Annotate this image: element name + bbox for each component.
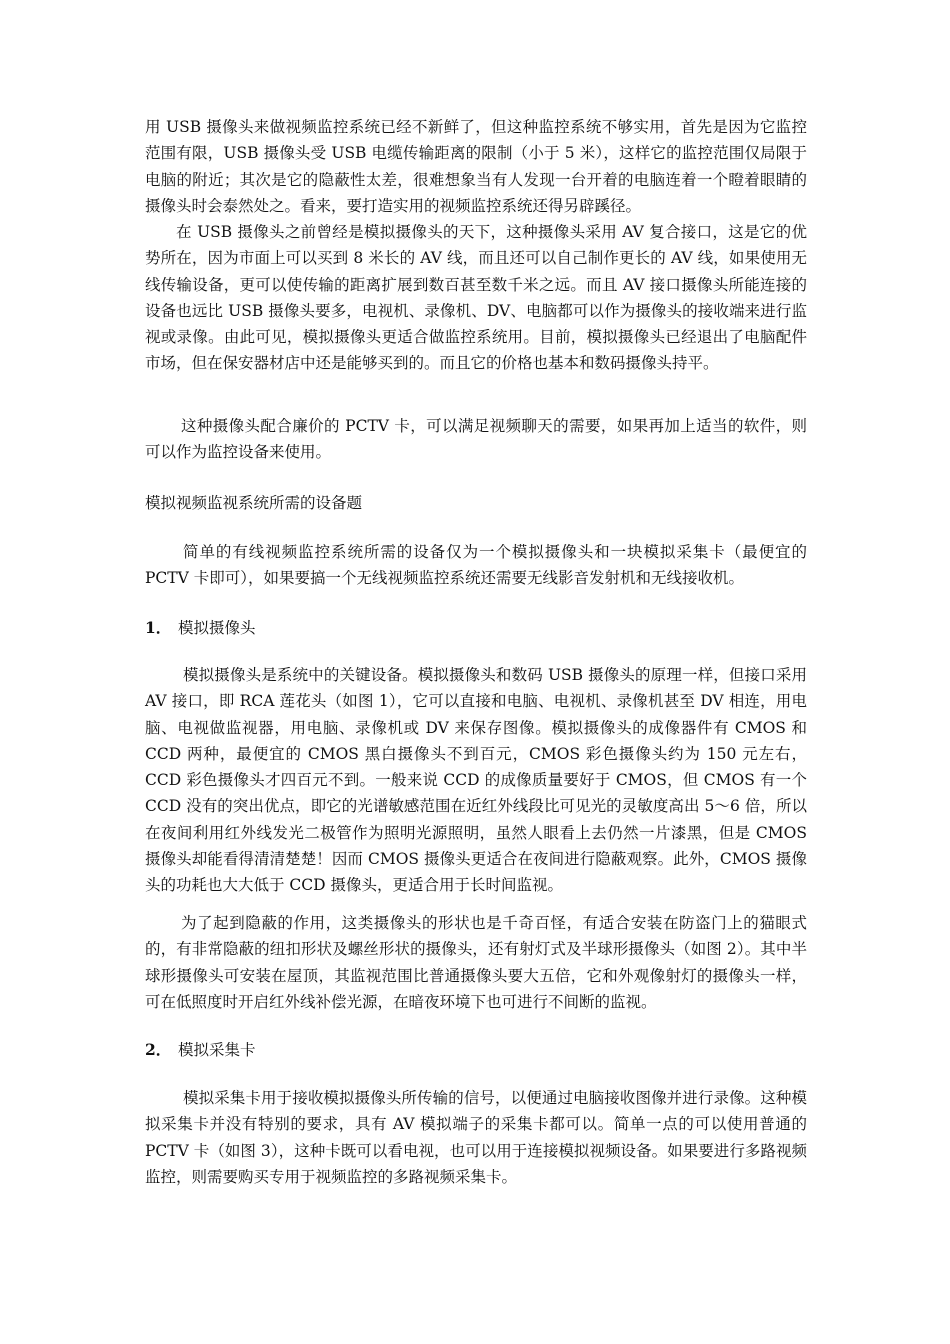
heading-number: 2． (145, 1040, 172, 1059)
paragraph-usb-camera-limits: 用 USB 摄像头来做视频监控系统已经不新鲜了，但这种监控系统不够实用，首先是因为它监控范围有限，USB 摄像头受 USB 电缆传输距离的限制（小于 5 米），这样它的监控范围仅局限于电脑的附近；其次是它的隐蔽性太差，很难想象当有人发现一台开着的电脑连着一个瞪着眼睛的摄像头时会泰然处之。看来，要打造实用的视频监控系统还得另辟蹊径。 (145, 118, 807, 215)
paragraph-analog-camera-details: 模拟摄像头是系统中的关键设备。模拟摄像头和数码 USB 摄像头的原理一样，但接口采用 AV 接口，即 RCA 莲花头（如图 1），它可以直接和电脑、电视机、录像机甚至 DV 相连，用电脑、电视做监视器，用电脑、录像机或 DV 来保存图像。模拟摄像头的成像器件有 CMOS 和 CCD 两种，最便宜的 CMOS 黑白摄像头不到百元，CMOS 彩色摄像头约为 150 元左右，CCD 彩色摄像头才四百元不到。一般来说 CCD 的成像质量要好于 CMOS，但 CMOS 有一个 CCD 没有的突出优点，即它的光谱敏感范围在近红外线段比可见光的灵敏度高出 5～6 倍，所以在夜间利用红外线发光二极管作为照明光源照明，虽然人眼看上去仍然一片漆黑，但是 CMOS 摄像头却能看得清清楚楚！因而 CMOS 摄像头更适合在夜间进行隐蔽观察。此外，CMOS 摄像头的功耗也大大低于 CCD 摄像头，更适合用于长时间监视。 (145, 666, 807, 895)
heading-capture-card (145, 1037, 256, 1063)
heading-text: 模拟采集卡 (178, 1041, 256, 1059)
heading-number: 1． (145, 618, 172, 637)
heading-text: 模拟摄像头 (178, 619, 256, 637)
paragraph-simple-system-equipment: 简单的有线视频监控系统所需的设备仅为一个模拟摄像头和一块模拟采集卡（最便宜的 PCTV 卡即可），如果要搞一个无线视频监控系统还需要无线影音发射机和无线接收机。 (145, 543, 807, 588)
paragraph-pctv-card-usage: 这种摄像头配合廉价的 PCTV 卡，可以满足视频聊天的需要，如果再加上适当的软件，则可以作为监控设备来使用。 (145, 417, 807, 462)
paragraph-camera-shapes: 为了起到隐蔽的作用，这类摄像头的形状也是千奇百怪，有适合安装在防盗门上的猫眼式的，有非常隐蔽的纽扣形状及螺丝形状的摄像头，还有射灯式及半球形摄像头（如图 2）。其中半球形摄像头可安装在屋顶，其监视范围比普通摄像头要大五倍，它和外观像射灯的摄像头一样，可在低照度时开启红外线补偿光源，在暗夜环境下也可进行不间断的监视。 (145, 914, 807, 1011)
section-title-equipment: 模拟视频监视系统所需的设备题 (145, 494, 363, 512)
heading-analog-camera (145, 615, 256, 641)
paragraph-capture-card-details: 模拟采集卡用于接收模拟摄像头所传输的信号，以便通过电脑接收图像并进行录像。这种模拟采集卡并没有特别的要求，具有 AV 模拟端子的采集卡都可以。简单一点的可以使用普通的 PCTV 卡（如图 3），这种卡既可以看电视，也可以用于连接模拟视频设备。如果要进行多路视频监控，则需要购买专用于视频监控的多路视频采集卡。 (145, 1089, 807, 1186)
paragraph-analog-camera-history: 在 USB 摄像头之前曾经是模拟摄像头的天下，这种摄像头采用 AV 复合接口，这是它的优势所在，因为市面上可以买到 8 米长的 AV 线，而且还可以自己制作更长的 AV 线，如果使用无线传输设备，更可以使传输的距离扩展到数百甚至数千米之远。而且 AV 接口摄像头所能连接的设备也远比 USB 摄像头要多，电视机、录像机、DV、电脑都可以作为摄像头的接收端来进行监视或录像。由此可见，模拟摄像头更适合做监控系统用。目前，模拟摄像头已经退出了电脑配件市场，但在保安器材店中还是能够买到的。而且它的价格也基本和数码摄像头持平。 (145, 223, 807, 373)
